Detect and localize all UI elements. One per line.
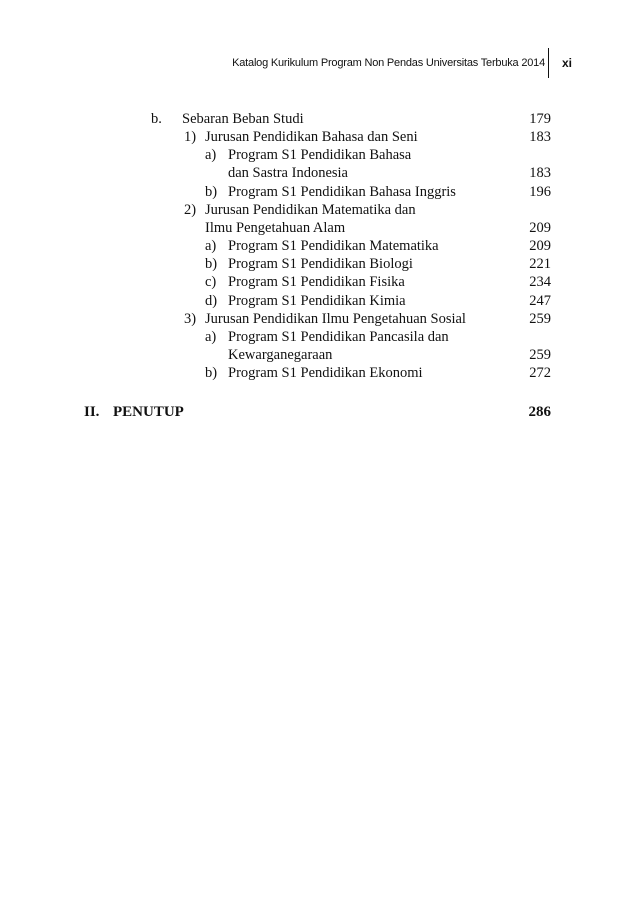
toc-entry bbox=[0, 219, 638, 237]
toc-entry-text: Jurusan Pendidikan Ilmu Pengetahuan Sosial bbox=[205, 310, 466, 327]
toc-entry-marker: a) bbox=[205, 328, 217, 345]
toc-entry bbox=[0, 110, 638, 128]
toc-entry-text: Sebaran Beban Studi bbox=[182, 111, 304, 127]
section-title: PENUTUP bbox=[113, 404, 184, 420]
toc-entry-marker: b. bbox=[151, 111, 162, 127]
toc-entry-page: 247 bbox=[529, 292, 551, 309]
toc-entry-text: Program S1 Pendidikan Fisika bbox=[228, 274, 405, 291]
toc-entry bbox=[0, 364, 638, 382]
toc-entry-text: Program S1 Pendidikan Pancasila dan bbox=[228, 328, 449, 345]
toc-entry-page: 259 bbox=[529, 310, 551, 327]
toc-entry-text: Program S1 Pendidikan Ekonomi bbox=[228, 365, 423, 382]
header-page-number: xi bbox=[562, 56, 573, 70]
toc-entry bbox=[0, 164, 638, 182]
section-marker: II. bbox=[84, 404, 100, 420]
toc-entry-marker: d) bbox=[205, 292, 218, 309]
section-entry-penutup bbox=[0, 403, 638, 421]
toc-entry-page: 183 bbox=[529, 129, 551, 146]
toc-entry bbox=[0, 146, 638, 164]
toc-entry-marker: 3) bbox=[184, 310, 197, 327]
toc-entry-text: Jurusan Pendidikan Matematika dan bbox=[205, 201, 416, 218]
toc-entry-text: Program S1 Pendidikan Bahasa Inggris bbox=[228, 183, 456, 200]
toc-entry bbox=[0, 237, 638, 255]
toc-entry-page: 209 bbox=[529, 219, 551, 236]
toc-entry-marker: 1) bbox=[184, 129, 197, 146]
toc-entry bbox=[0, 201, 638, 219]
toc-entry bbox=[0, 183, 638, 201]
toc-entry-page: 234 bbox=[529, 274, 551, 291]
toc-entry-text: dan Sastra Indonesia bbox=[228, 165, 348, 182]
toc-entry-page: 209 bbox=[529, 238, 551, 255]
toc-entry bbox=[0, 292, 638, 310]
header-divider bbox=[548, 48, 549, 78]
header-title: Katalog Kurikulum Program Non Pendas Universitas Terbuka 2014 bbox=[232, 57, 545, 69]
toc-entry-page: 183 bbox=[529, 165, 551, 182]
toc-entry-marker: c) bbox=[205, 274, 217, 291]
toc-entry-page: 272 bbox=[529, 365, 551, 382]
section-page: 286 bbox=[528, 404, 551, 420]
toc-entry-page: 196 bbox=[529, 183, 551, 200]
toc-entry-text: Program S1 Pendidikan Kimia bbox=[228, 292, 406, 309]
toc-entry-marker: b) bbox=[205, 365, 218, 382]
toc-entry bbox=[0, 346, 638, 364]
toc-entry-text: Program S1 Pendidikan Matematika bbox=[228, 238, 439, 255]
toc-entry-marker: b) bbox=[205, 256, 218, 273]
toc-entry-marker: 2) bbox=[184, 201, 197, 218]
toc-entry-marker: a) bbox=[205, 147, 217, 164]
toc-entry bbox=[0, 310, 638, 328]
toc-entry bbox=[0, 255, 638, 273]
toc-entry-page: 259 bbox=[529, 346, 551, 363]
toc-entry bbox=[0, 328, 638, 346]
toc-entry-text: Kewarganegaraan bbox=[228, 346, 333, 363]
toc-entry-page: 179 bbox=[529, 111, 551, 127]
toc-entry-marker: b) bbox=[205, 183, 218, 200]
toc-entry bbox=[0, 128, 638, 146]
toc-entry-page: 221 bbox=[529, 256, 551, 273]
toc-entry-marker: a) bbox=[205, 238, 217, 255]
toc-entry-text: Program S1 Pendidikan Biologi bbox=[228, 256, 413, 273]
toc-entry-text: Jurusan Pendidikan Bahasa dan Seni bbox=[205, 129, 418, 146]
toc-entry-text: Ilmu Pengetahuan Alam bbox=[205, 219, 346, 236]
toc-entry bbox=[0, 273, 638, 291]
toc-entry-text: Program S1 Pendidikan Bahasa bbox=[228, 147, 412, 164]
